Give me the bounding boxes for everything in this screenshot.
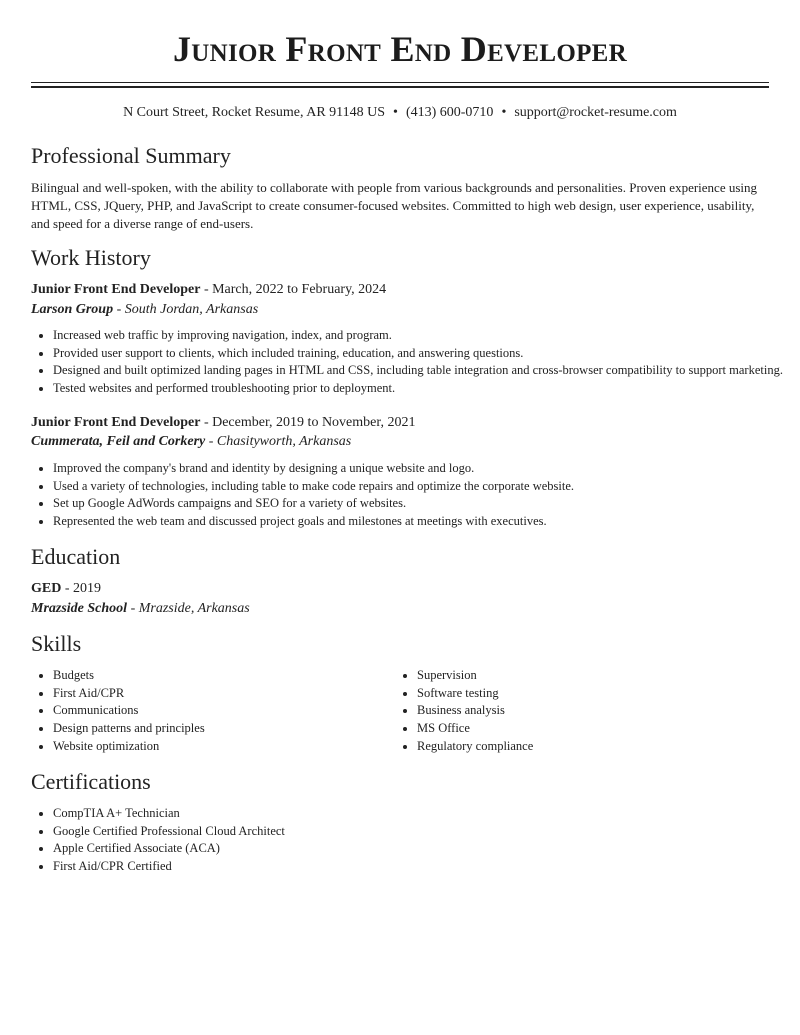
list-item: • First Aid/CPR <box>53 685 205 703</box>
header-divider-thick <box>31 86 769 88</box>
contact-email[interactable]: support@rocket-resume.com <box>514 105 677 120</box>
school-location: - Mrazside, Arkansas <box>127 601 250 616</box>
job-title-line <box>31 415 415 431</box>
list-item: • Google Certified Professional Cloud Architect <box>53 823 285 841</box>
school-name: Mrazside School <box>31 601 128 616</box>
list-item: • Improved the company's brand and identity by designing a unique website and logo. <box>53 460 574 478</box>
list-item: • Tested websites and performed troubleshooting prior to deployment. <box>53 380 783 398</box>
degree: GED <box>31 581 62 596</box>
job-dates: - December, 2019 to November, 2021 <box>200 415 416 430</box>
list-item: • Website optimization <box>53 738 205 756</box>
list-item: • Software testing <box>417 685 533 703</box>
summary-text: Bilingual and well-spoken, with the ability to collaborate with people from various backgrounds and personalities. Proven experience using HTML, CSS, JQuery, PHP, and JavaScript to create consumer-focused websites. Committed to high web design, user experience, usability, and speed for a diverse range of end-users. <box>31 180 758 231</box>
job-title-line <box>31 282 386 298</box>
contact-separator: • <box>501 105 507 120</box>
list-item: • Regulatory compliance <box>417 738 533 756</box>
skills-heading: Skills <box>31 631 82 656</box>
list-item: • First Aid/CPR Certified <box>53 858 285 876</box>
contact-address: N Court Street, Rocket Resume, AR 91148 US <box>123 105 386 120</box>
job-company: Cummerata, Feil and Corkery <box>31 434 206 449</box>
job-title: Junior Front End Developer <box>31 282 201 297</box>
skills-list-right <box>395 667 533 756</box>
list-item: • Supervision <box>417 667 533 685</box>
list-item: • Used a variety of technologies, including table to make code repairs and optimize the corporate website. <box>53 478 574 496</box>
job-bullets <box>31 460 574 531</box>
job-title: Junior Front End Developer <box>31 415 201 430</box>
list-item: • MS Office <box>417 720 533 738</box>
job-bullets <box>31 327 783 398</box>
certifications-heading: Certifications <box>31 769 151 794</box>
job-company-line <box>31 434 351 450</box>
job-dates: - March, 2022 to February, 2024 <box>200 282 387 297</box>
contact-separator: • <box>393 105 398 120</box>
certifications-list <box>31 805 285 876</box>
skills-list-left <box>31 667 205 756</box>
education-heading: Education <box>31 544 121 569</box>
job-company: Larson Group <box>31 302 114 317</box>
degree-line <box>31 581 101 597</box>
job-location: - South Jordan, Arkansas <box>113 302 259 317</box>
list-item: • CompTIA A+ Technician <box>53 805 285 823</box>
list-item: • Represented the web team and discussed project goals and milestones at meetings with executives. <box>53 513 574 531</box>
list-item: • Apple Certified Associate (ACA) <box>53 840 285 858</box>
work-history-heading: Work History <box>31 245 151 270</box>
job-company-line <box>31 302 258 318</box>
list-item: • Business analysis <box>417 702 533 720</box>
contact-phone[interactable]: (413) 600-0710 <box>405 105 494 120</box>
school-line <box>31 601 250 617</box>
header-divider-thin <box>31 82 769 83</box>
list-item: • Communications <box>53 702 205 720</box>
list-item: • Budgets <box>53 667 205 685</box>
list-item: • Design patterns and principles <box>53 720 205 738</box>
summary-heading: Professional Summary <box>31 143 231 168</box>
list-item: • Increased web traffic by improving navigation, index, and program. <box>53 327 783 345</box>
resume-name: Junior Front End Developer <box>173 29 627 69</box>
contact-line <box>0 105 800 121</box>
degree-year: - 2019 <box>61 581 102 596</box>
list-item: • Provided user support to clients, which included training, education, and answering questions. <box>53 345 783 363</box>
list-item: • Set up Google AdWords campaigns and SEO for a variety of websites. <box>53 495 574 513</box>
list-item: • Designed and built optimized landing pages in HTML and CSS, including table integration and cross-browser compatibility to support marketing. <box>53 362 783 380</box>
job-location: - Chasityworth, Arkansas <box>205 434 352 449</box>
